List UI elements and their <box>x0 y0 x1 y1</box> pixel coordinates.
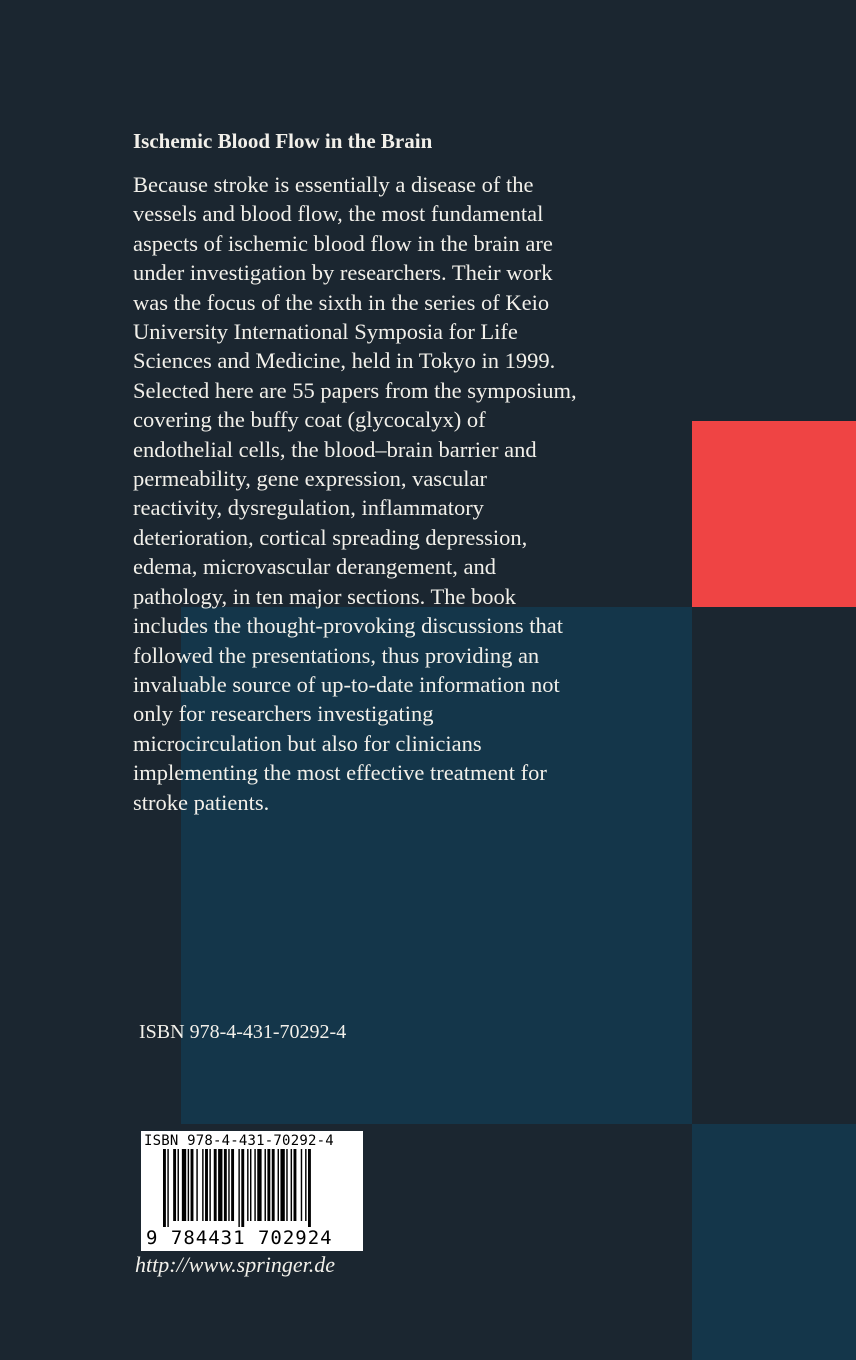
barcode-bar <box>301 1149 302 1221</box>
barcode-bar <box>265 1149 266 1221</box>
barcode-bar <box>294 1149 297 1221</box>
barcode-bar <box>241 1149 244 1227</box>
barcode-bar <box>191 1149 194 1221</box>
barcode <box>141 1131 363 1251</box>
blurb-line: covering the buffy coat (glycocalyx) of <box>133 407 486 433</box>
blurb-line: only for researchers investigating <box>133 701 434 727</box>
blurb-line: reactivity, dysregulation, inflammatory <box>133 495 484 521</box>
barcode-bar <box>196 1149 197 1221</box>
barcode-bar <box>202 1149 203 1221</box>
barcode-bar <box>188 1149 189 1221</box>
book-title: Ischemic Blood Flow in the Brain <box>133 129 433 153</box>
blurb-line: microcirculation but also for clinicians <box>133 730 482 756</box>
blurb-line: under investigation by researchers. Their work <box>133 260 553 286</box>
barcode-bar <box>228 1149 229 1221</box>
barcode-bar <box>205 1149 208 1221</box>
barcode-bar <box>231 1149 234 1221</box>
barcode-bar <box>278 1149 279 1221</box>
blurb-line: Selected here are 55 papers from the symposium, <box>133 377 577 403</box>
blurb-line: University International Symposia for Life <box>133 319 518 345</box>
barcode-bar <box>214 1149 217 1221</box>
blurb-line: followed the presentations, thus providing an <box>133 642 540 668</box>
blurb-line: aspects of ischemic blood flow in the brain are <box>133 230 553 256</box>
barcode-bar <box>218 1149 222 1221</box>
blurb-line: Sciences and Medicine, held in Tokyo in 1999. <box>133 348 556 374</box>
barcode-bar <box>267 1149 270 1221</box>
barcode-bar <box>272 1149 275 1221</box>
blurb-line: Because stroke is essentially a disease of the <box>133 172 534 197</box>
blurb-line: includes the thought-provoking discussions that <box>133 613 563 639</box>
background-panel-blue-corner <box>692 1124 856 1360</box>
blurb-line: endothelial cells, the blood–brain barrier and <box>133 436 537 462</box>
blurb-line: pathology, in ten major sections. The book <box>133 583 517 609</box>
blurb-line: vessels and blood flow, the most fundamental <box>133 201 544 227</box>
accent-panel-red <box>692 421 856 607</box>
barcode-bar <box>182 1149 186 1221</box>
blurb-line: deterioration, cortical spreading depression, <box>133 524 528 550</box>
barcode-bar <box>257 1149 261 1221</box>
barcode-bar <box>167 1149 168 1227</box>
barcode-bar <box>286 1149 287 1221</box>
barcode-bar <box>247 1149 248 1221</box>
publisher-url: http://www.springer.de <box>135 1252 336 1277</box>
barcode-bar <box>178 1149 179 1221</box>
barcode-bar <box>163 1149 166 1227</box>
barcode-bar <box>250 1149 251 1221</box>
blurb-line: invaluable source of up-to-date information not <box>133 671 560 697</box>
barcode-bar <box>280 1149 284 1221</box>
barcode-digits: 9 784431 702924 <box>146 1227 333 1249</box>
blurb-line: was the focus of the sixth in the series of Keio <box>133 289 550 315</box>
barcode-bar <box>254 1149 255 1221</box>
barcode-bar <box>238 1149 239 1227</box>
blurb-line: stroke patients. <box>133 789 270 815</box>
barcode-bar <box>209 1149 210 1221</box>
blurb-text <box>133 170 633 817</box>
barcode-bar <box>173 1149 176 1221</box>
barcode-bar <box>305 1149 306 1221</box>
isbn-label: ISBN 978-4-431-70292-4 <box>139 1021 347 1043</box>
blurb-line: permeability, gene expression, vascular <box>133 466 488 492</box>
barcode-bars <box>163 1149 359 1227</box>
barcode-isbn-text: ISBN 978-4-431-70292-4 <box>144 1133 334 1149</box>
blurb-line: implementing the most effective treatment for <box>133 760 547 786</box>
blurb-line: edema, microvascular derangement, and <box>133 554 496 580</box>
barcode-bar <box>291 1149 292 1221</box>
barcode-bar <box>308 1149 311 1227</box>
barcode-bar <box>224 1149 227 1221</box>
